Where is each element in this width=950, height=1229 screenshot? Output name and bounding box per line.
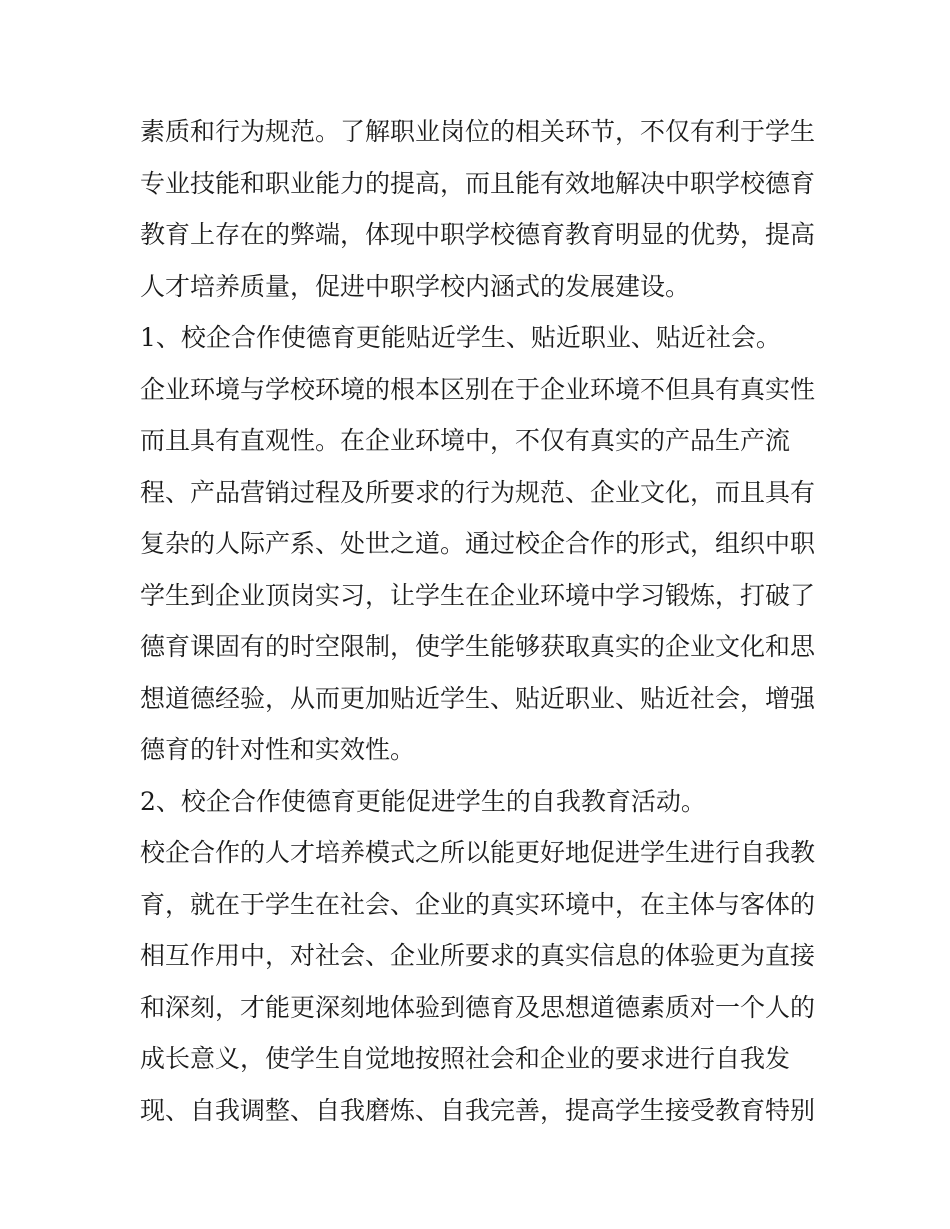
text-line: 人才培养质量，促进中职学校内涵式的发展建设。 (140, 271, 691, 301)
text-line: 素质和行为规范。了解职业岗位的相关环节，不仅有利于学生 (140, 117, 816, 146)
text-line: 育，就在于学生在社会、企业的真实环境中，在主体与客体的 (140, 889, 816, 919)
section-heading-1: 1、校企合作使德育更能贴近学生、贴近职业、贴近社会。 (140, 323, 781, 352)
body-text (140, 106, 820, 1136)
text-line: 德育课固有的时空限制，使学生能够获取真实的企业文化和思 (140, 632, 816, 661)
text-line: 而且具有直观性。在企业环境中，不仅有真实的产品生产流 (140, 426, 791, 455)
text-line: 教育上存在的弊端，体现中职学校德育教育明显的优势，提高 (140, 220, 816, 249)
text-line: 校企合作的人才培养模式之所以能更好地促进学生进行自我教 (140, 838, 816, 867)
text-line: 成长意义，使学生自觉地按照社会和企业的要求进行自我发 (140, 1044, 791, 1073)
text-line: 德育的针对性和实效性。 (140, 735, 416, 764)
text-line: 复杂的人际产系、处世之道。通过校企合作的形式，组织中职 (140, 529, 816, 558)
text-line: 专业技能和职业能力的提高，而且能有效地解决中职学校德育 (140, 168, 816, 198)
text-line: 相互作用中，对社会、企业所要求的真实信息的体验更为直接 (140, 941, 816, 970)
section-heading-2: 2、校企合作使德育更能促进学生的自我教育活动。 (140, 786, 706, 816)
text-line: 程、产品营销过程及所要求的行为规范、企业文化，而且具有 (140, 477, 816, 507)
text-line: 和深刻，才能更深刻地体验到德育及思想道德素质对一个人的 (140, 992, 816, 1022)
text-line: 学生到企业顶岗实习，让学生在企业环境中学习锻炼，打破了 (140, 580, 816, 610)
text-line: 企业环境与学校环境的根本区别在于企业环境不但具有真实性 (140, 374, 816, 404)
text-line: 现、自我调整、自我磨炼、自我完善，提高学生接受教育特别 (140, 1095, 816, 1125)
text-line: 想道德经验，从而更加贴近学生、贴近职业、贴近社会，增强 (140, 683, 816, 713)
